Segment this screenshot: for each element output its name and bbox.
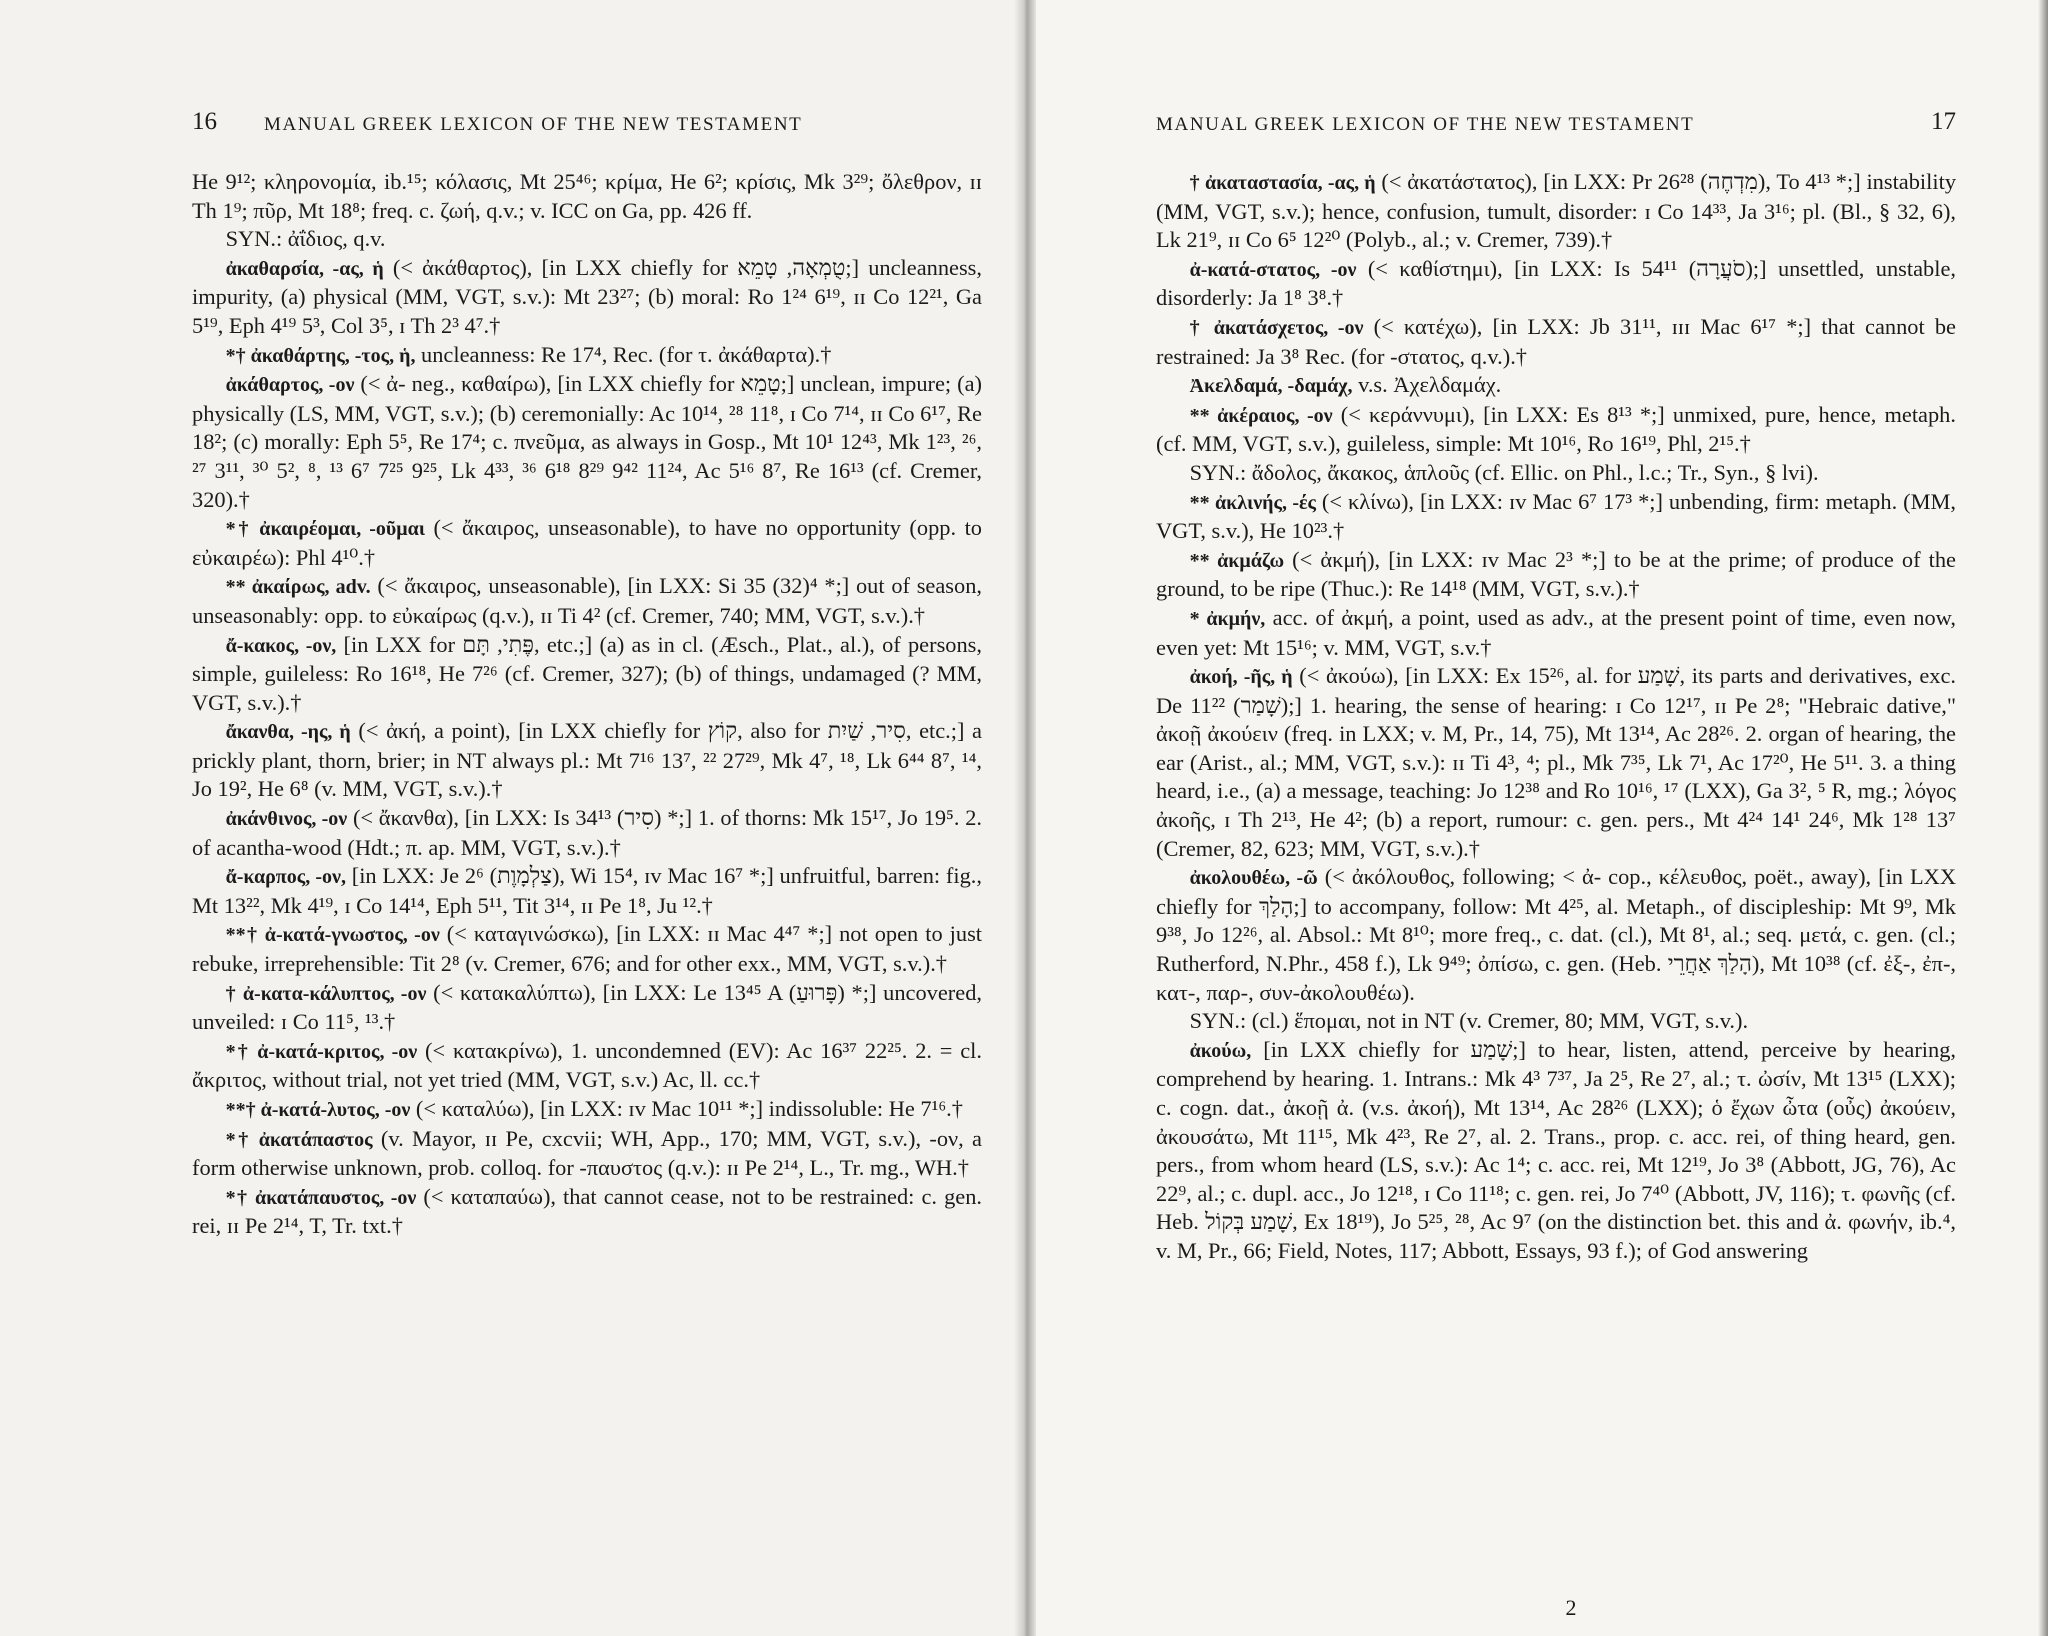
entry-headword: ἄκανθα, -ης, ἡ — [225, 721, 351, 744]
entry-headword: ἄ-κακος, -ον, — [225, 634, 337, 657]
entry-text: (< ἀκμή), [in LXX: ɪv Mac 2³ *;] to be at the prime; of produce of the ground, to be ripe (Thuc.): Re 14¹⁸ (MM, VGT, s.v.).† — [1156, 546, 1956, 602]
entry-text: (< ἀκούω), [in LXX: Ex 15²⁶, al. for שָׁמַע, its parts and derivatives, exc. De 11²² (שָׁמַר);] 1. hearing, the sense of hearing: ɪ Co 12¹⁷, ɪɪ Pe 2⁸; "Hebraic dative," ἀκοῇ ἀκούειν (freq. in LXX; v. M, Pr., 14, 75), Mt 13¹⁴, Ac 28²⁶. 2. organ of hearing, the ear (Arist., al.; MM, VGT, s.v.): ɪɪ Ti 4³, ⁴; pl., Mk 7³⁵, Lk 7¹, Ac 17²⁰, He 5¹¹. 3. a thing heard, i.e., (a) a message, teaching: Jo 12³⁸ and Ro 10¹⁶, ¹⁷ (LXX), Ga 3², ⁵ R, mg.; λόγος ἀκοῆς, ɪ Th 2¹³, He 4²; (b) a report, rumour: c. gen. pers., Mt 4²⁴ 14¹ 24⁶, Mk 1²⁸ 13⁷ (Cremer, 82, 623; MM, VGT, s.v.).† — [1156, 663, 1957, 861]
page-edge — [2038, 0, 2048, 1636]
entry-text: He 9¹²; κληρονομία, ib.¹⁵; κόλασις, Mt 25⁴⁶; κρίμα, He 6²; κρίσις, Mk 3²⁹; ὄλεθρον, ɪɪ Th 1⁹; πῦρ, Mt 18⁸; freq. c. ζωή, q.v.; v. ICC on Ga, pp. 426 ff. — [192, 169, 982, 223]
entry-headword: *† ἀκαιρέομαι, -οῦμαι — [225, 518, 425, 541]
entry-text: (< κατακρίνω), 1. uncondemned (EV): Ac 16³⁷ 22²⁵. 2. = cl. ἄκριτος, without trial, not yet tried (MM, VGT, s.v.) Ac, ll. cc.† — [192, 1037, 983, 1093]
left-running-head — [192, 108, 982, 148]
entry-text: acc. of ἀκμή, a point, used as adv., at the present point of time, even now, even yet: Mt 15¹⁶; v. MM, VGT, s.v.† — [1156, 604, 1956, 660]
entry-headword: ἀ-κατά-στατος, -ον — [1189, 258, 1357, 281]
right-page — [1036, 0, 2048, 1636]
lexicon-entry — [1156, 488, 1956, 546]
entry-text: SYN.: ἀΐδιος, q.v. — [225, 226, 386, 252]
signature-mark: 2 — [1565, 1595, 1577, 1620]
lexicon-entry — [1156, 1007, 1956, 1036]
entry-headword: Ἀκελδαμά, -δαμάχ, — [1189, 375, 1353, 398]
entry-headword: *† ἀ-κατά-κριτος, -ον — [225, 1040, 418, 1063]
entry-headword: *† ἀκαθάρτης, -τος, ἡ, — [225, 344, 416, 367]
entry-headword: ἀκούω, — [1189, 1039, 1252, 1062]
lexicon-entry — [1156, 459, 1956, 488]
lexicon-entry — [1156, 604, 1956, 662]
entry-text: (< ἀ- neg., καθαίρω), [in LXX chiefly for טָמֵא;] unclean, impure; (a) physically (LS, MM, VGT, s.v.); (b) ceremonially: Ac 10¹⁴, ²⁸ 11⁸, ɪ Co 7¹⁴, ɪɪ Co 6¹⁷, Re 18²; (c) morally: Eph 5⁵, Re 17⁴; c. πνεῦμα, as always in Gosp., Mt 10¹ 12⁴³, Mk 1²³, ²⁶, ²⁷ 3¹¹, ³⁰ 5², ⁸, ¹³ 6⁷ 7²⁵ 9²⁵, Lk 4³³, ³⁶ 6¹⁸ 8²⁹ 9⁴² 11²⁴, Ac 5¹⁶ 8⁷, Re 16¹³ (cf. Cremer, 320).† — [192, 371, 982, 512]
entry-text: [in LXX chiefly for שָׁמַע;] to hear, listen, attend, perceive by hearing, comprehend by hearing. 1. Intrans.: Mk 4³ 7³⁷, Ja 2⁵, Re 2⁷, al.; τ. ὠσίν, Mt 13¹⁵ (LXX); c. cogn. dat., ἀκοῇ ἀ. (v.s. ἀκοή), Mt 13¹⁴, Ac 28²⁶ (LXX); ὁ ἔχων ὦτα (οὖς) ἀκούειν, ἀκουσάτω, Mt 11¹⁵, Mk 4²³, Re 2⁷, al. 2. Trans., prop. c. acc. rei, of thing heard, gen. pers., from whom heard (LS, s.v.): Ac 1⁴; c. acc. rei, Mt 12¹⁹, Jo 3⁸ (Abbott, JG, 76), Ac 22⁹, al.; c. dupl. acc., Jo 12¹⁸, ɪ Co 11¹⁸; c. gen. rei, Jo 7⁴⁰ (Abbott, JV, 116); τ. φωνῆς (cf. Heb. שָׁמַע בְּקוֹל, Ex 18¹⁹), Jo 5²⁵, ²⁸, Ac 9⁷ (on the distinction bet. this and ἀ. φωνήν, ib.⁴, v. M, Pr., 66; Field, Notes, 117; Abbott, Essays, 93 f.); of God answering — [1156, 1036, 1957, 1263]
lexicon-entry — [1156, 662, 1956, 863]
entry-text: SYN.: ἄδολος, ἄκακος, ἁπλοῦς (cf. Ellic. on Phl., l.c.; Tr., Syn., § lvi). — [1189, 459, 1819, 485]
right-page-number: 17 — [1931, 108, 1956, 135]
entry-text: (< ἄκαιρος, unseasonable), to have no opportunity (opp. to εὐκαιρέω): Phl 4¹⁰.† — [192, 515, 982, 570]
entry-headword: ἀκοή, -ῆς, ἡ — [1189, 666, 1293, 689]
entry-headword: † ἀ-κατα-κάλυπτος, -ον — [225, 982, 427, 1005]
entry-text: (< ἄκανθα), [in LXX: Is 34¹³ (סִיר) *;] 1. of thorns: Mk 15¹⁷, Jo 19⁵. 2. of acantha-wood (Hdt.; π. ap. MM, VGT, s.v.).† — [192, 805, 982, 860]
entry-headword: ** ἀκαίρως, adv. — [225, 576, 371, 599]
entry-text: (< ἀκατάστατος), [in LXX: Pr 26²⁸ (מִדְחֶה), To 4¹³ *;] instability (MM, VGT, s.v.); hence, confusion, tumult, disorder: ɪ Co 14³³, Ja 3¹⁶; pl. (Bl., § 32, 6), Lk 21⁹, ɪɪ Co 6⁵ 12²⁰ (Polyb., al.; v. Cremer, 739).† — [1156, 169, 1957, 253]
lexicon-entry — [192, 862, 982, 920]
right-running-head — [1156, 108, 1956, 148]
lexicon-entry — [1156, 371, 1956, 401]
lexicon-entry — [192, 979, 982, 1037]
lexicon-entry — [1156, 863, 1956, 1007]
lexicon-entry — [1156, 313, 1956, 371]
lexicon-entry — [1156, 546, 1956, 604]
lexicon-entry — [192, 1095, 982, 1125]
entry-text: (v. Mayor, ɪɪ Pe, cxcvii; WH, App., 170; MM, VGT, s.v.), -ον, a form otherwise unknown, prob. colloq. for -παυστος (q.v.): ɪɪ Pe 2¹⁴, L., Tr. mg., WH.† — [192, 1125, 982, 1181]
entry-text: (< κατακαλύπτω), [in LXX: Le 13⁴⁵ A (פָּרוּעַ) *;] uncovered, unveiled: ɪ Co 11⁵, ¹³.† — [192, 979, 982, 1035]
entry-headword: * ἀκμήν, — [1189, 607, 1266, 630]
entry-headword: *† ἀκατάπαστος — [225, 1128, 373, 1151]
entry-text: (< καταπαύω), that cannot cease, not to be restrained: c. gen. rei, ɪɪ Pe 2¹⁴, T, Tr. txt.† — [192, 1183, 982, 1239]
right-column — [1156, 168, 1956, 1266]
entry-text: (< καταλύω), [in LXX: ɪv Mac 10¹¹ *;] indissoluble: He 7¹⁶.† — [410, 1096, 963, 1121]
left-page-number: 16 — [192, 108, 217, 135]
entry-headword: ** ἀκμάζω — [1189, 549, 1285, 572]
entry-headword: ἄ-καρπος, -ον, — [225, 866, 346, 889]
entry-headword: **† ἀ-κατά-λυτος, -ον — [225, 1099, 411, 1121]
entry-text: SYN.: (cl.) ἕπομαι, not in NT (v. Cremer, 80; MM, VGT, s.v.). — [1189, 1008, 1749, 1034]
lexicon-entry — [192, 370, 982, 514]
lexicon-entry — [192, 631, 982, 718]
right-running-title: MANUAL GREEK LEXICON OF THE NEW TESTAMENT — [1156, 114, 1695, 135]
lexicon-entry — [192, 717, 982, 804]
lexicon-entry — [192, 1037, 982, 1095]
entry-headword: ἀκαθαρσία, -ας, ἡ — [225, 257, 384, 280]
entry-text: (< καταγινώσκω), [in LXX: ɪɪ Mac 4⁴⁷ *;] not open to just rebuke, irreprehensible: Tit 2⁸ (v. Cremer, 676; and for other exx., MM, VGT, s.v.).† — [192, 921, 982, 977]
left-running-title: MANUAL GREEK LEXICON OF THE NEW TESTAMENT — [264, 114, 803, 135]
lexicon-entry — [1156, 168, 1956, 255]
entry-text: (< ἀκή, a point), [in LXX chiefly for קוֹץ, also for סִיר, שַׁיִת, etc.;] a prickly plant, thorn, brier; in NT always pl.: Mt 7¹⁶ 13⁷, ²² 27²⁹, Mk 4⁷, ¹⁸, Lk 6⁴⁴ 8⁷, ¹⁴, Jo 19², He 6⁸ (v. MM, VGT, s.v.).† — [192, 718, 982, 802]
entry-headword: **† ἀ-κατά-γνωστος, -ον — [225, 924, 440, 947]
entry-text: (< καθίστημι), [in LXX: Is 54¹¹ (סֹעֲרָה);] unsettled, unstable, disorderly: Ja 1⁸ 3⁸.† — [1156, 255, 1956, 311]
lexicon-entry — [192, 254, 982, 341]
lexicon-entry — [192, 572, 982, 630]
lexicon-entry — [192, 341, 982, 371]
entry-text: [in LXX: Je 2⁶ (צַלְמָוֶת), Wi 15⁴, ɪv Mac 16⁷ *;] unfruitful, barren: fig., Mt 13²², Mk 4¹⁹, ɪ Co 14¹⁴, Eph 5¹¹, Tit 3¹⁴, ɪɪ Pe 1⁸, Ju ¹².† — [192, 863, 982, 918]
lexicon-entry — [192, 514, 982, 572]
entry-text: (< ἀκόλουθος, following; < ἀ- cop., κέλευθος, poët., away), [in LXX chiefly for הָלַךְ;] to accompany, follow: Mt 4²⁵, al. Metaph., of discipleship: Mt 9⁹, Mk 9³⁸, Jo 12²⁶, al. Absol.: Mt 8¹⁰; more freq., c. dat. (cl.), Mt 8¹, al.; seq. μετά, c. gen. (cl.; Rutherford, N.Phr., 458 f.), Lk 9⁴⁹; ὀπίσω, c. gen. (Heb. הָלַךְ אַחֲרֵי), Mt 10³⁸ (cf. ἐξ-, ἐπ-, κατ-, παρ-, συν-ἀκολουθέω). — [1156, 864, 1957, 1005]
lexicon-entry — [192, 920, 982, 978]
lexicon-entry — [1156, 1036, 1956, 1266]
entry-text: v.s. Ἀχελδαμάχ. — [1352, 372, 1502, 398]
entry-headword: ** ἀκέραιος, -ον — [1189, 404, 1333, 427]
entry-headword: † ἀκαταστασία, -ας, ἡ — [1189, 172, 1376, 194]
lexicon-entry — [192, 225, 982, 254]
entry-text: (< κεράννυμι), [in LXX: Es 8¹³ *;] unmixed, pure, hence, metaph. (cf. MM, VGT, s.v.), guileless, simple: Mt 10¹⁶, Ro 16¹⁹, Phl, 2¹⁵.† — [1156, 401, 1956, 457]
entry-headword: ** ἀκλινής, -ές — [1189, 491, 1316, 514]
entry-headword: ἀκολουθέω, -ῶ — [1189, 867, 1318, 890]
lexicon-entry — [192, 804, 982, 862]
entry-headword: † ἀκατάσχετος, -ον — [1189, 316, 1364, 339]
lexicon-entry — [192, 1183, 982, 1241]
left-column — [192, 168, 982, 1241]
left-page — [0, 0, 1014, 1636]
entry-text: (< ἀκάθαρτος), [in LXX chiefly for טֻמְאָה, טָמֵא;] uncleanness, impurity, (a) physical (MM, VGT, s.v.): Mt 23²⁷; (b) moral: Ro 1²⁴ 6¹⁹, ɪɪ Co 12²¹, Ga 5¹⁹, Eph 4¹⁹ 5³, Col 3⁵, ɪ Th 2³ 4⁷.† — [192, 254, 982, 338]
lexicon-entry — [192, 1125, 982, 1183]
entry-headword: ἀκάνθινος, -ον — [225, 808, 348, 831]
entry-text: [in LXX for פֶּתִי, תָּם, etc.;] (a) as in cl. (Æsch., Plat., al.), of persons, simple, guileless: Ro 16¹⁸, He 7²⁶ (cf. Cremer, 327); (b) of things, undamaged (? MM, VGT, s.v.).† — [192, 631, 982, 715]
book-gutter — [1014, 0, 1036, 1636]
lexicon-entry — [192, 168, 982, 225]
entry-text: uncleanness: Re 17⁴, Rec. (for τ. ἀκάθαρτα).† — [415, 341, 832, 367]
entry-text: (< ἄκαιρος, unseasonable), [in LXX: Si 35 (32)⁴ *;] out of season, unseasonably: opp. to εὐκαίρως (q.v.), ɪɪ Ti 4² (cf. Cremer, 740; MM, VGT, s.v.).† — [192, 573, 982, 628]
lexicon-entry — [1156, 255, 1956, 313]
entry-text: (< κατέχω), [in LXX: Jb 31¹¹, ɪɪɪ Mac 6¹⁷ *;] that cannot be restrained: Ja 3⁸ Rec. (for -στατος, q.v.).† — [1156, 313, 1956, 369]
entry-headword: *† ἀκατάπαυστος, -ον — [225, 1186, 417, 1209]
entry-headword: ἀκάθαρτος, -ον — [225, 374, 355, 397]
lexicon-entry — [1156, 401, 1956, 459]
entry-text: (< κλίνω), [in LXX: ɪv Mac 6⁷ 17³ *;] unbending, firm: metaph. (MM, VGT, s.v.), He 10²³.† — [1156, 488, 1956, 544]
